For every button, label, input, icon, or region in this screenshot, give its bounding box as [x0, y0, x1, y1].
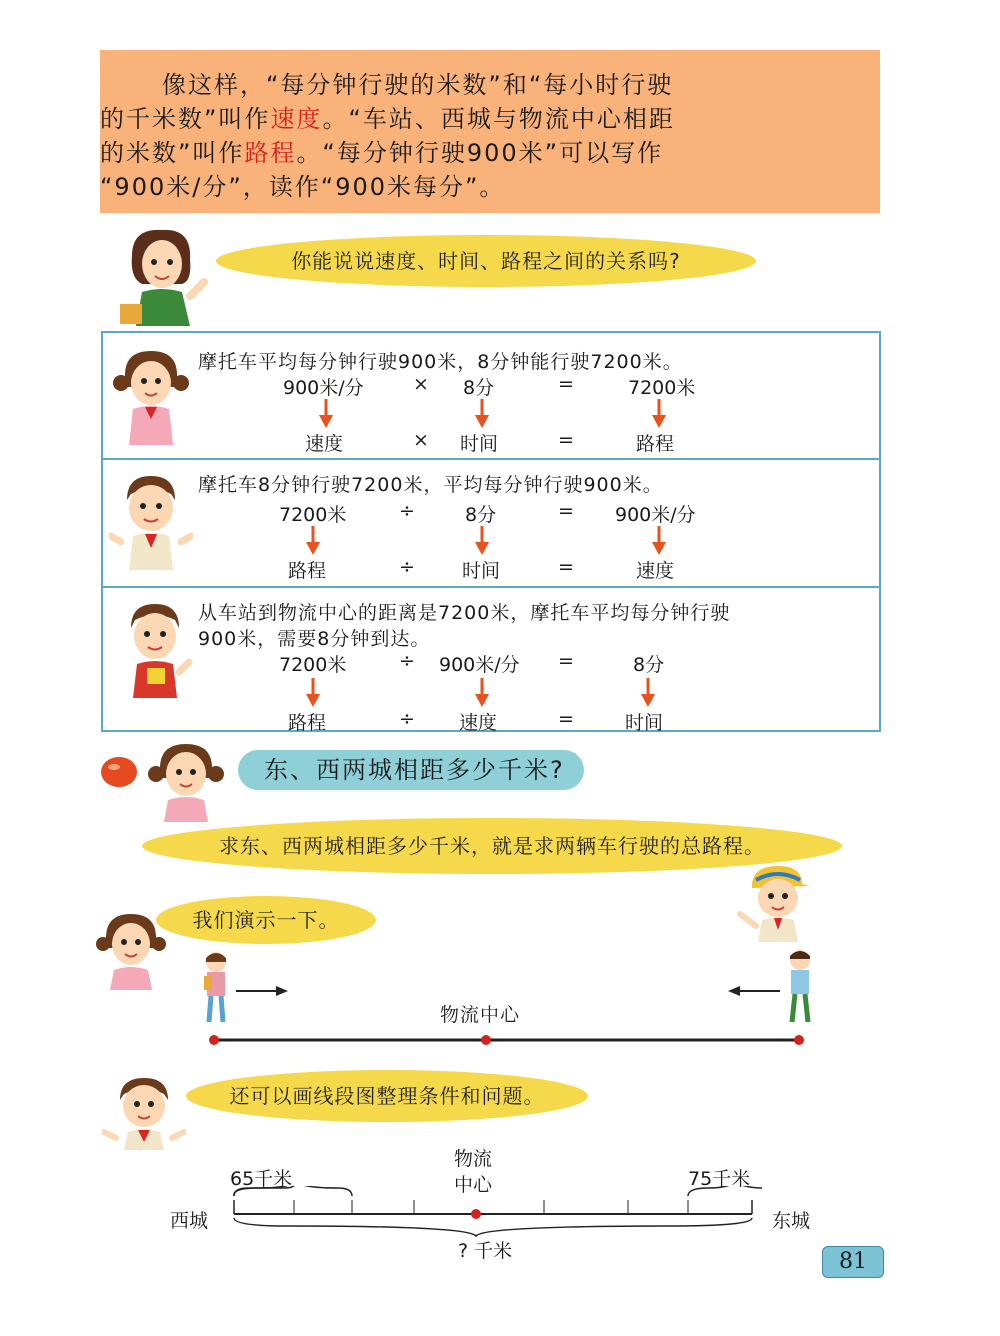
- down-arrow-icon: [651, 526, 667, 556]
- row-sentence-line-1: 从车站到物流中心的距离是7200米，摩托车平均每分钟行驶: [198, 602, 731, 624]
- demo-line: [206, 1032, 812, 1048]
- boy-hint-bubble: [186, 1070, 588, 1122]
- term-distance: 路程: [244, 139, 297, 167]
- eq-top-3: 8分: [465, 504, 497, 526]
- table-row: [103, 460, 879, 588]
- eq-bottom-1: 路程: [288, 712, 327, 734]
- eq-top-3: 900米/分: [439, 654, 520, 676]
- down-arrow-icon: [305, 678, 321, 708]
- eq-bottom-4: =: [558, 708, 574, 730]
- down-arrow-icon: [318, 399, 334, 429]
- down-arrow-icon: [474, 399, 490, 429]
- eq-bottom-5: 时间: [625, 712, 664, 734]
- eq-bottom-5: 速度: [636, 560, 675, 582]
- right-arrow-icon: [236, 984, 290, 998]
- down-arrow-icon: [640, 678, 656, 708]
- eq-top-2: ÷: [399, 500, 415, 522]
- definition-line-3: 的米数”叫作路程。“每分钟行驶900米”可以写作: [100, 139, 664, 167]
- question-bubble: [238, 750, 584, 790]
- west-city-label: 西城: [170, 1210, 209, 1232]
- walking-boy-illustration: [780, 948, 820, 1032]
- eq-bottom-4: =: [558, 556, 574, 578]
- row-sentence: 摩托车8分钟行驶7200米，平均每分钟行驶900米。: [198, 474, 663, 496]
- eq-top-5: 8分: [633, 654, 665, 676]
- row-sentence: 摩托车平均每分钟行驶900米，8分钟能行驶7200米。: [198, 351, 683, 373]
- eq-bottom-3: 时间: [460, 433, 499, 455]
- eq-top-5: 7200米: [628, 377, 696, 399]
- center-label-line-2: 中心: [454, 1174, 493, 1196]
- eq-bottom-2: ÷: [399, 708, 415, 730]
- down-arrow-icon: [305, 526, 321, 556]
- definition-line-4: “900米/分”，读作“900米每分”。: [100, 173, 506, 201]
- girl-illustration: [111, 345, 191, 445]
- left-distance-label: 65千米: [230, 1168, 293, 1190]
- definition-line-2: 的千米数”叫作速度。“车站、西城与物流中心相距: [100, 105, 675, 133]
- eq-top-1: 900米/分: [283, 377, 364, 399]
- eq-top-2: ÷: [399, 650, 415, 672]
- term-speed: 速度: [270, 105, 323, 133]
- eq-bottom-1: 速度: [305, 433, 344, 455]
- eq-bottom-3: 时间: [462, 560, 501, 582]
- eq-bottom-4: =: [558, 429, 574, 451]
- boy-statement-text: 求东、西两城相距多少千米，就是求两辆车行驶的总路程。: [219, 834, 765, 858]
- total-distance-label: ? 千米: [458, 1240, 513, 1262]
- girl-illustration: [146, 738, 226, 822]
- right-distance-label: 75千米: [688, 1168, 751, 1190]
- eq-bottom-3: 速度: [459, 712, 498, 734]
- relationship-table: [101, 331, 881, 732]
- eq-bottom-2: ÷: [399, 556, 415, 578]
- left-arrow-icon: [726, 984, 780, 998]
- demo-center-label: 物流中心: [440, 1004, 521, 1026]
- boy-hint-text: 还可以画线段图整理条件和问题。: [229, 1084, 545, 1108]
- girl-demo-bubble: [156, 896, 376, 944]
- boy-illustration: [102, 1074, 186, 1150]
- down-arrow-icon: [474, 678, 490, 708]
- center-label-line-1: 物流: [454, 1148, 493, 1170]
- row-sentence-line-2: 900米，需要8分钟到达。: [198, 628, 431, 650]
- down-arrow-icon: [474, 526, 490, 556]
- eq-bottom-2: ×: [413, 429, 429, 451]
- definition-box: [100, 50, 880, 213]
- eq-top-2: ×: [413, 373, 429, 395]
- teacher-illustration: [112, 226, 212, 326]
- east-city-label: 东城: [772, 1210, 811, 1232]
- eq-bottom-1: 路程: [288, 560, 327, 582]
- girl-demo-text: 我们演示一下。: [192, 908, 340, 932]
- table-row: [103, 588, 879, 734]
- eq-bottom-5: 路程: [636, 433, 675, 455]
- teacher-question-text: 你能说说速度、时间、路程之间的关系吗?: [291, 249, 681, 273]
- boy-illustration: [109, 470, 193, 570]
- question-text: 东、西两城相距多少千米?: [264, 756, 565, 784]
- boy-with-cap-illustration: [736, 862, 816, 942]
- down-arrow-icon: [651, 399, 667, 429]
- tomato-marker-icon: [100, 754, 138, 788]
- eq-top-3: 8分: [463, 377, 495, 399]
- eq-top-1: 7200米: [279, 654, 347, 676]
- definition-line-1: 像这样，“每分钟行驶的米数”和“每小时行驶: [162, 71, 674, 99]
- eq-top-4: =: [558, 650, 574, 672]
- boy-illustration: [117, 598, 193, 698]
- teacher-question-bubble: [216, 235, 756, 287]
- walking-girl-illustration: [196, 950, 236, 1032]
- table-row: [103, 333, 879, 460]
- segment-diagram: [228, 1186, 762, 1242]
- eq-top-4: =: [558, 500, 574, 522]
- page-number: 81: [822, 1246, 884, 1278]
- eq-top-5: 900米/分: [615, 504, 696, 526]
- eq-top-1: 7200米: [279, 504, 347, 526]
- eq-top-4: =: [558, 373, 574, 395]
